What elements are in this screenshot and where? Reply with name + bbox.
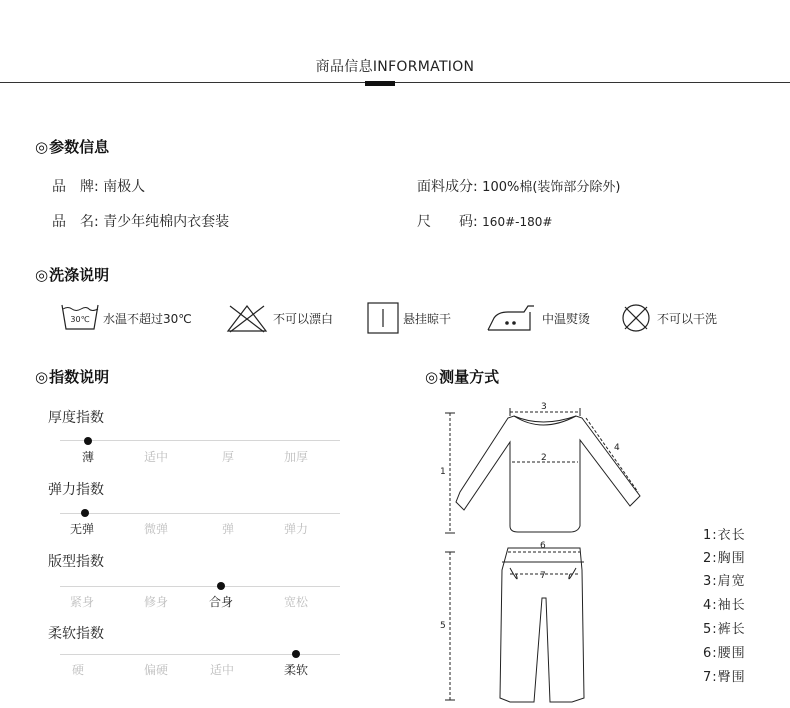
index-option-thickness: 适中 (143, 450, 168, 464)
section-title-index (35, 366, 109, 387)
no-dry-clean-icon (620, 302, 652, 334)
hang-dry-icon (366, 301, 400, 335)
wash-label-no-bleach: 不可以漂白 (273, 311, 334, 326)
index-track-fit (60, 586, 340, 587)
index-option-thickness: 厚 (221, 450, 234, 464)
section-title-measure (425, 366, 499, 387)
index-title-thickness: 厚度指数 (48, 410, 104, 426)
param-material (417, 176, 620, 196)
legend-item: 5:裤长 (703, 622, 746, 637)
wash-30-icon-text: 30℃ (70, 315, 90, 324)
wash-label-water-temp: 水温不超过30℃ (103, 311, 192, 326)
param-material-key: 面料成分: (417, 179, 478, 195)
measure-number-pants-length: 5 (440, 621, 446, 631)
param-material-value: 100%棉(装饰部分除外) (482, 180, 621, 195)
index-option-fit: 宽松 (283, 595, 308, 609)
legend-item: 1:衣长 (703, 528, 746, 543)
legend-item: 3:肩宽 (703, 574, 746, 589)
index-option-fit: 紧身 (69, 595, 94, 609)
index-option-softness: 硬 (71, 663, 84, 677)
page-title: 商品信息INFORMATION (315, 59, 475, 75)
index-option-thickness: 薄 (81, 450, 94, 464)
index-marker-thickness (84, 437, 92, 445)
circle-bullet-icon: ◎ (425, 368, 439, 386)
param-size (417, 211, 552, 231)
index-marker-fit (217, 582, 225, 590)
index-option-elasticity: 无弹 (69, 522, 94, 536)
param-brand-key: 品 牌: (52, 179, 99, 195)
section-title-wash (35, 264, 109, 285)
legend-item: 6:腰围 (703, 646, 746, 661)
param-name (52, 211, 229, 231)
index-option-fit: 修身 (143, 595, 168, 609)
header-accent-bar (365, 81, 395, 86)
param-size-value: 160#-180# (482, 215, 553, 229)
index-option-softness: 适中 (209, 663, 234, 677)
measure-number-length: 1 (440, 467, 446, 477)
index-option-softness: 偏硬 (143, 663, 168, 677)
index-title-elasticity: 弹力指数 (48, 482, 104, 498)
section-title-params-text: 参数信息 (49, 138, 110, 156)
index-marker-softness (292, 650, 300, 658)
param-brand (52, 176, 145, 196)
legend-item: 4:袖长 (703, 598, 746, 613)
measurement-diagram (430, 398, 660, 704)
index-title-fit: 版型指数 (48, 554, 104, 570)
section-title-params (35, 136, 109, 157)
index-option-elasticity: 微弹 (143, 522, 168, 536)
wash-item-no-dry-clean (620, 300, 717, 336)
index-option-elasticity: 弹 (221, 522, 234, 536)
wash-item-no-bleach (224, 300, 333, 336)
section-title-index-text: 指数说明 (49, 368, 110, 386)
section-title-wash-text: 洗涤说明 (49, 266, 110, 284)
wash-label-iron: 中温熨烫 (542, 311, 591, 326)
measure-number-sleeve: 4 (614, 443, 620, 453)
param-brand-value: 南极人 (103, 179, 146, 195)
iron-medium-icon (486, 302, 536, 334)
measure-number-shoulder: 3 (541, 402, 547, 412)
measure-number-chest: 2 (541, 453, 547, 463)
index-track-thickness (60, 440, 340, 441)
legend-item: 2:胸围 (703, 551, 746, 566)
measure-number-hip: 7 (540, 571, 546, 581)
index-option-elasticity: 弹力 (283, 522, 308, 536)
wash-item-water-temp (60, 300, 192, 336)
index-option-softness: 柔软 (283, 663, 308, 677)
wash-label-no-dry-clean: 不可以干洗 (657, 311, 718, 326)
shirt-outline (456, 416, 640, 532)
param-size-key: 尺 码: (417, 214, 478, 230)
wash-item-hang-dry (366, 300, 451, 336)
circle-bullet-icon: ◎ (35, 266, 49, 284)
header-divider (0, 82, 790, 83)
index-option-fit: 合身 (208, 595, 233, 609)
wash-30-icon (60, 302, 100, 334)
circle-bullet-icon: ◎ (35, 138, 49, 156)
legend-item: 7:臀围 (703, 670, 746, 685)
measure-number-waist: 6 (540, 541, 546, 551)
index-marker-elasticity (81, 509, 89, 517)
index-option-thickness: 加厚 (283, 450, 308, 464)
index-title-softness: 柔软指数 (48, 626, 104, 642)
circle-bullet-icon: ◎ (35, 368, 49, 386)
wash-item-iron (486, 300, 590, 336)
wash-label-hang-dry: 悬挂晾干 (403, 311, 452, 326)
index-track-elasticity (60, 513, 340, 514)
param-name-value: 青少年纯棉内衣套装 (103, 214, 230, 230)
section-title-measure-text: 测量方式 (439, 368, 500, 386)
param-name-key: 品 名: (52, 214, 99, 230)
no-bleach-icon (224, 302, 270, 334)
